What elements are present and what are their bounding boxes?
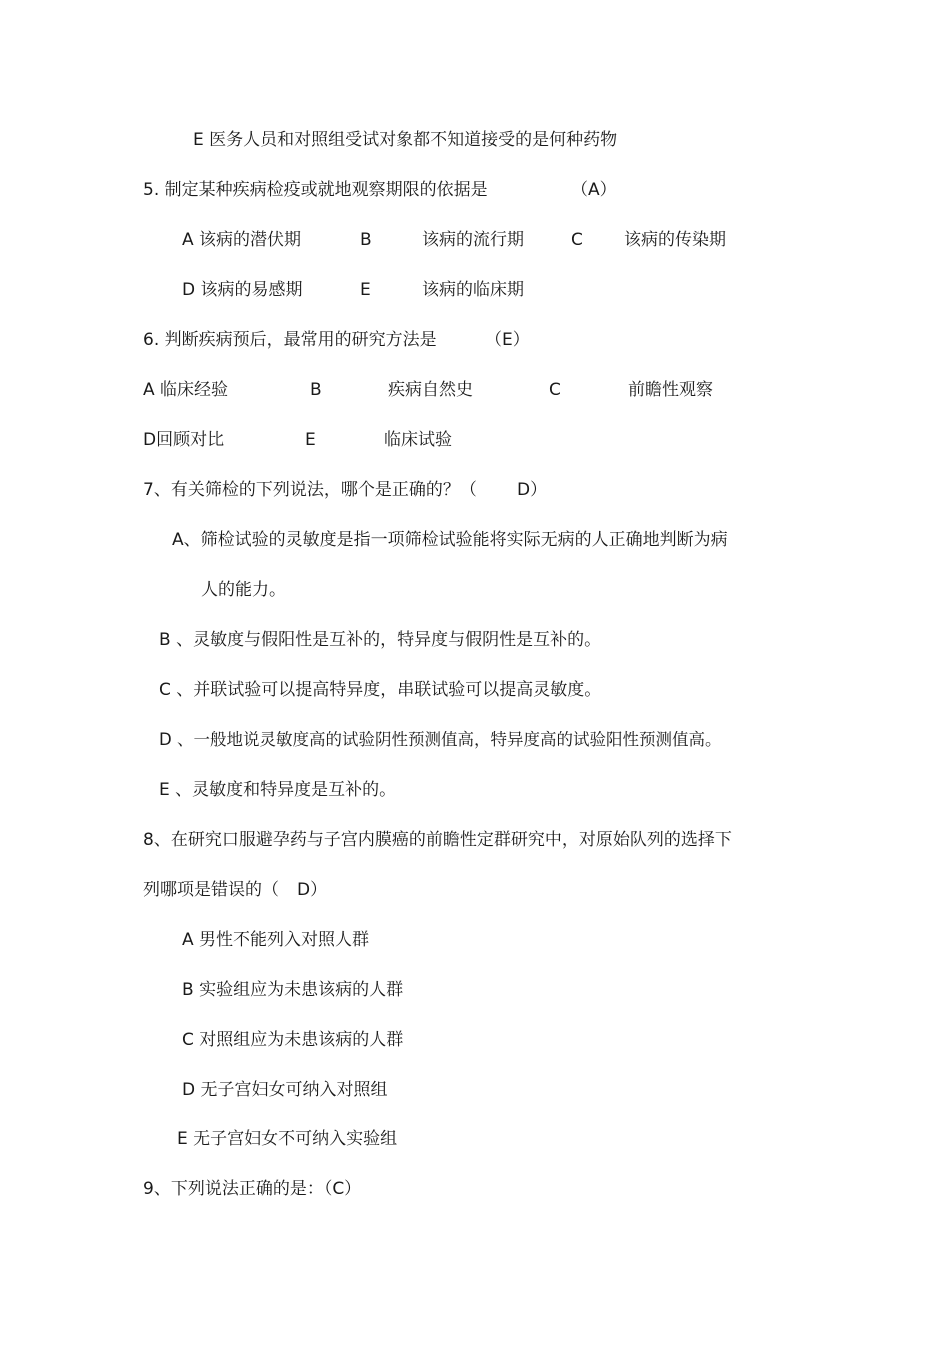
q5-answer: （A）: [571, 180, 617, 200]
q5-option-b-text: 该病的流行期: [422, 230, 524, 250]
q7-option-b: [159, 629, 601, 651]
q8-option-d: [182, 1079, 388, 1101]
q8-answer: D）: [297, 880, 328, 900]
q7-option-a-line-2: [201, 579, 286, 601]
q8-stem-text-2: 列哪项是错误的（: [143, 880, 279, 900]
q6-option-e-text: 临床试验: [384, 430, 452, 450]
q7-option-e: [159, 779, 396, 801]
q6-stem-text: 6. 判断疾病预后，最常用的研究方法是: [143, 330, 437, 350]
q6-option-b-text: 疾病自然史: [388, 380, 473, 400]
q4-option-e: [193, 129, 617, 151]
q8-option-e-text: E 无子宫妇女不可纳入实验组: [177, 1129, 398, 1149]
q8-stem-text-1: 8、在研究口服避孕药与子宫内膜癌的前瞻性定群研究中，对原始队列的选择下: [143, 830, 732, 850]
q7-option-a-text-1: A、筛检试验的灵敏度是指一项筛检试验能将实际无病的人正确地判断为病: [172, 530, 728, 550]
q5-option-d: D 该病的易感期: [182, 280, 303, 300]
q8-stem-line-1: [143, 829, 732, 851]
q8-option-e: [177, 1128, 397, 1150]
q5-option-e-text: 该病的临床期: [422, 280, 524, 300]
q7-option-b-text: B 、灵敏度与假阳性是互补的，特异度与假阴性是互补的。: [159, 630, 602, 650]
q8-option-a: [182, 929, 369, 951]
q5-option-e-letter: E: [360, 280, 371, 300]
q7-stem-text: 7、有关筛检的下列说法，哪个是正确的？（: [143, 480, 477, 500]
q8-option-b: [182, 979, 403, 1001]
q8-option-b-text: B 实验组应为未患该病的人群: [182, 980, 404, 1000]
q5-option-a: A 该病的潜伏期: [182, 230, 302, 250]
q7-option-a-text-2: 人的能力。: [201, 580, 286, 600]
q6-option-c-text: 前瞻性观察: [628, 380, 713, 400]
q6-option-c-letter: C: [549, 380, 561, 400]
q6-option-e-letter: E: [305, 430, 316, 450]
q7-option-c-text: C 、并联试验可以提高特异度，串联试验可以提高灵敏度。: [159, 680, 602, 700]
q8-option-d-text: D 无子宫妇女可纳入对照组: [182, 1080, 388, 1100]
q9-stem: [143, 1178, 361, 1200]
q4-option-e-text: E 医务人员和对照组受试对象都不知道接受的是何种药物: [193, 130, 618, 150]
q7-option-c: [159, 679, 601, 701]
q7-answer: D）: [517, 480, 548, 500]
q8-option-c: [182, 1029, 403, 1051]
q5-option-c-letter: C: [571, 230, 583, 250]
q6-option-a: A 临床经验: [143, 380, 229, 400]
q8-option-c-text: C 对照组应为未患该病的人群: [182, 1030, 404, 1050]
q5-stem-text: 5. 制定某种疾病检疫或就地观察期限的依据是: [143, 180, 488, 200]
q8-option-a-text: A 男性不能列入对照人群: [182, 930, 370, 950]
q7-option-a-line-1: [172, 529, 728, 551]
q6-option-b-letter: B: [310, 380, 322, 400]
q6-answer: （E）: [485, 330, 530, 350]
q7-option-e-text: E 、灵敏度和特异度是互补的。: [159, 780, 397, 800]
q7-option-d: [159, 729, 721, 751]
q5-option-b-letter: B: [360, 230, 372, 250]
q5-option-c-text: 该病的传染期: [624, 230, 726, 250]
q9-stem-text: 9、下列说法正确的是：（C）: [143, 1179, 362, 1199]
q7-option-d-text: D 、一般地说灵敏度高的试验阴性预测值高，特异度高的试验阳性预测值高。: [159, 730, 722, 749]
q6-option-d: D回顾对比: [143, 430, 225, 450]
